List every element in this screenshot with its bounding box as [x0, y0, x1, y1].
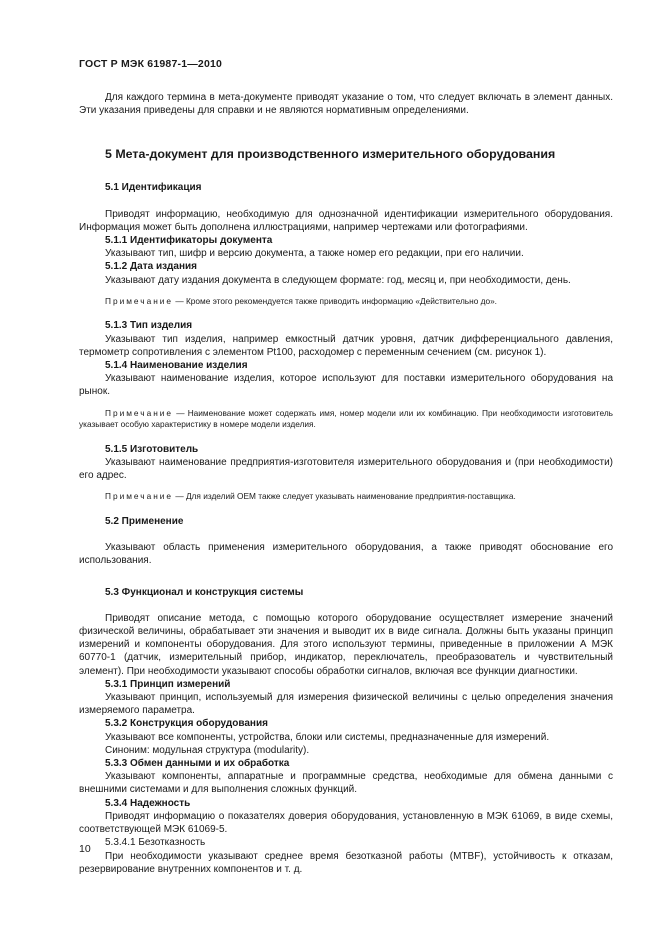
section-5-3-3-title: 5.3.3 Обмен данными и их обработка: [105, 758, 290, 770]
section-5-2-text: Указывают область применения измерительного оборудования, а также приводят обоснование его использования.: [79, 542, 613, 567]
section-5-3-3-text: Указывают компоненты, аппаратные и программные средства, необходимые для обмена данными с внешними системами и для выполнения сложных функций.: [79, 771, 613, 796]
section-5-3-4-1-title: 5.3.4.1 Безотказность: [105, 837, 206, 849]
note-2: [79, 408, 613, 431]
section-5-1-1-title: 5.1.1 Идентификаторы документа: [105, 235, 273, 247]
section-5-3-2-synonym: Синоним: модульная структура (modularity).: [105, 744, 310, 756]
page-content: [79, 91, 613, 876]
section-5-1-5-title: 5.1.5 Изготовитель: [105, 443, 199, 455]
section-5-3-4-text: Приводят информацию о показателях доверия оборудования, установленную в МЭК 61069, в виде схемы, соответствующей МЭК 61069-5.: [79, 810, 613, 836]
section-5-3-4-title: 5.3.4 Надежность: [105, 797, 191, 809]
section-5-1-1-text: Указывают тип, шифр и версию документа, а также номер его редакции, при его наличии.: [105, 248, 524, 260]
section-5-3-2-text: Указывают все компоненты, устройства, блоки или системы, предназначенные для измерений.: [105, 731, 550, 743]
note-text: — Кроме этого рекомендуется также приводить информацию «Действительно до».: [173, 295, 497, 306]
note-text: — Наименование может содержать имя, номер модели или их комбинацию. При необходимости изготовитель указывает особую характеристику в номере модели изделия.: [79, 407, 613, 430]
section-5-3-2-title: 5.3.2 Конструкция оборудования: [105, 718, 268, 730]
page-number: 10: [79, 843, 91, 855]
section-5-1-text: Приводят информацию, необходимую для однозначной идентификации измерительного оборудования. Информация может быть дополнена иллюстрациями, например чертежами или фотографиями.: [79, 208, 613, 233]
section-5-3-4-1-text: При необходимости указывают среднее время безотказной работы (MTBF), устойчивость к отказам, резервирование внутренних компонентов и т. д.: [79, 850, 613, 875]
section-5-1-3-text: Указывают тип изделия, например емкостный датчик уровня, датчик дифференциального давления, термометр сопротивления с элементом Pt100, расходомер с переменным сечением (см. рисунок 1).: [79, 333, 613, 358]
section-5-1-3-title: 5.1.3 Тип изделия: [105, 320, 193, 332]
note-label: Примечание: [105, 407, 174, 418]
note-1: [79, 296, 613, 308]
section-5-title: 5 Мета-документ для производственного измерительного оборудования: [105, 147, 556, 162]
section-5-3-text: Приводят описание метода, с помощью которого оборудование осуществляет измерение значений физической величины, обрабатывает эти значения и выводит их в виде сигнала. Должны быть указаны принцип измерений и компоненты оборудования. Для этого используют термины, приведенные в приложении А МЭК 60770-1 (датчик, измерительный прибор, индикатор, переключатель, преобразователь и чувствительный элемент). При необходимости указывают способы обработки сигналов, включая все функции диагностики.: [79, 612, 613, 677]
section-5-1-5-text: Указывают наименование предприятия-изготовителя измерительного оборудования и (при необходимости) его адрес.: [79, 457, 613, 482]
section-5-3-1-text: Указывают принцип, используемый для измерения физической величины с целью определения значения измеряемого параметра.: [79, 692, 613, 717]
section-5-1-2-text: Указывают дату издания документа в следующем формате: год, месяц и, при необходимости, день.: [105, 274, 571, 286]
section-5-1-2-title: 5.1.2 Дата издания: [105, 261, 197, 273]
section-5-1-4-text: Указывают наименование изделия, которое используют для поставки измерительного оборудования на рынок.: [79, 373, 613, 398]
section-5-3-1-title: 5.3.1 Принцип измерений: [105, 678, 231, 690]
note-label: Примечание: [105, 491, 174, 502]
section-5-1-title: 5.1 Идентификация: [105, 182, 202, 194]
document-header: ГОСТ Р МЭК 61987-1—2010: [79, 58, 223, 70]
intro-paragraph: Для каждого термина в мета-документе приводят указание о том, что следует включать в элемент данных. Эти указания приведены для справки и не являются нормативным определениями.: [79, 92, 613, 117]
note-3: [79, 491, 613, 503]
note-text: — Для изделий OEM также следует указывать наименование предприятия-поставщика.: [173, 491, 516, 502]
note-label: Примечание: [105, 295, 174, 306]
section-5-2-title: 5.2 Применение: [105, 516, 184, 528]
section-5-1-4-title: 5.1.4 Наименование изделия: [105, 360, 248, 372]
section-5-3-title: 5.3 Функционал и конструкция системы: [105, 586, 304, 598]
